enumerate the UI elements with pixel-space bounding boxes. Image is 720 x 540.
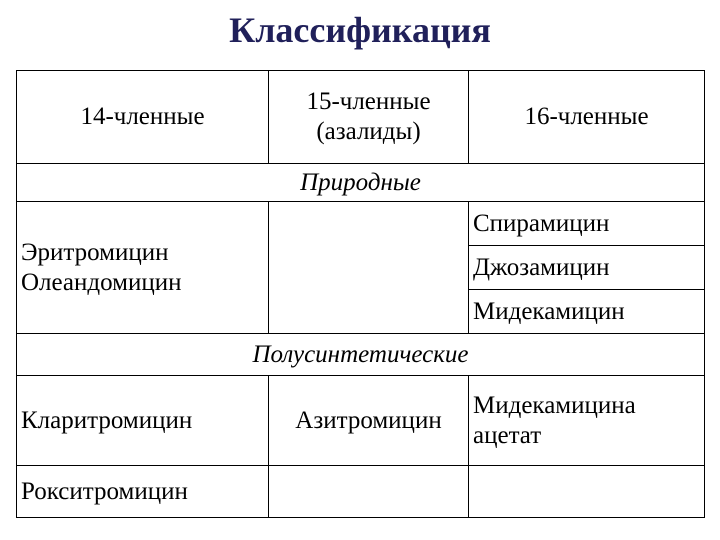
- header-row: [17, 71, 705, 164]
- natural-row-1: [17, 202, 705, 246]
- classification-table: [16, 70, 705, 518]
- list-item: Кларитромицин: [17, 376, 269, 466]
- header-14-label: 14-членные: [80, 103, 205, 130]
- header-15-membered: [269, 71, 469, 164]
- semisynthetic-row-2: [17, 466, 705, 518]
- header-16-membered: [469, 71, 705, 164]
- semisynthetic-row-1: [17, 376, 705, 466]
- list-item: Джозамицин: [469, 246, 705, 290]
- list-item: Рокситромицин: [17, 466, 269, 518]
- list-item: Мидекамицина: [473, 391, 636, 419]
- section-row-natural: [17, 164, 705, 202]
- header-15-sublabel: (азалиды): [316, 118, 421, 145]
- semisynthetic-16-cell-empty: [469, 466, 705, 518]
- semisynthetic-15-cell-empty: [269, 466, 469, 518]
- list-item-continuation: ацетат: [473, 421, 542, 449]
- header-16-label: 16-членные: [524, 103, 649, 130]
- semisynthetic-16-cell: [469, 376, 705, 466]
- header-14-membered: [17, 71, 269, 164]
- section-natural-label: Природные: [17, 164, 705, 202]
- list-item: Мидекамицин: [469, 290, 705, 334]
- section-row-semisynthetic: [17, 334, 705, 376]
- list-item: Эритромицин: [21, 238, 169, 266]
- section-semisynthetic-label: Полусинтетические: [17, 334, 705, 376]
- natural-14-cell: [17, 202, 269, 334]
- page-title: Классификация: [229, 10, 491, 50]
- header-15-label: 15-членные: [306, 88, 431, 115]
- list-item: Азитромицин: [269, 376, 469, 466]
- list-item: Спирамицин: [469, 202, 705, 246]
- natural-15-cell-empty: [269, 202, 469, 334]
- list-item: Олеандомицин: [21, 268, 182, 296]
